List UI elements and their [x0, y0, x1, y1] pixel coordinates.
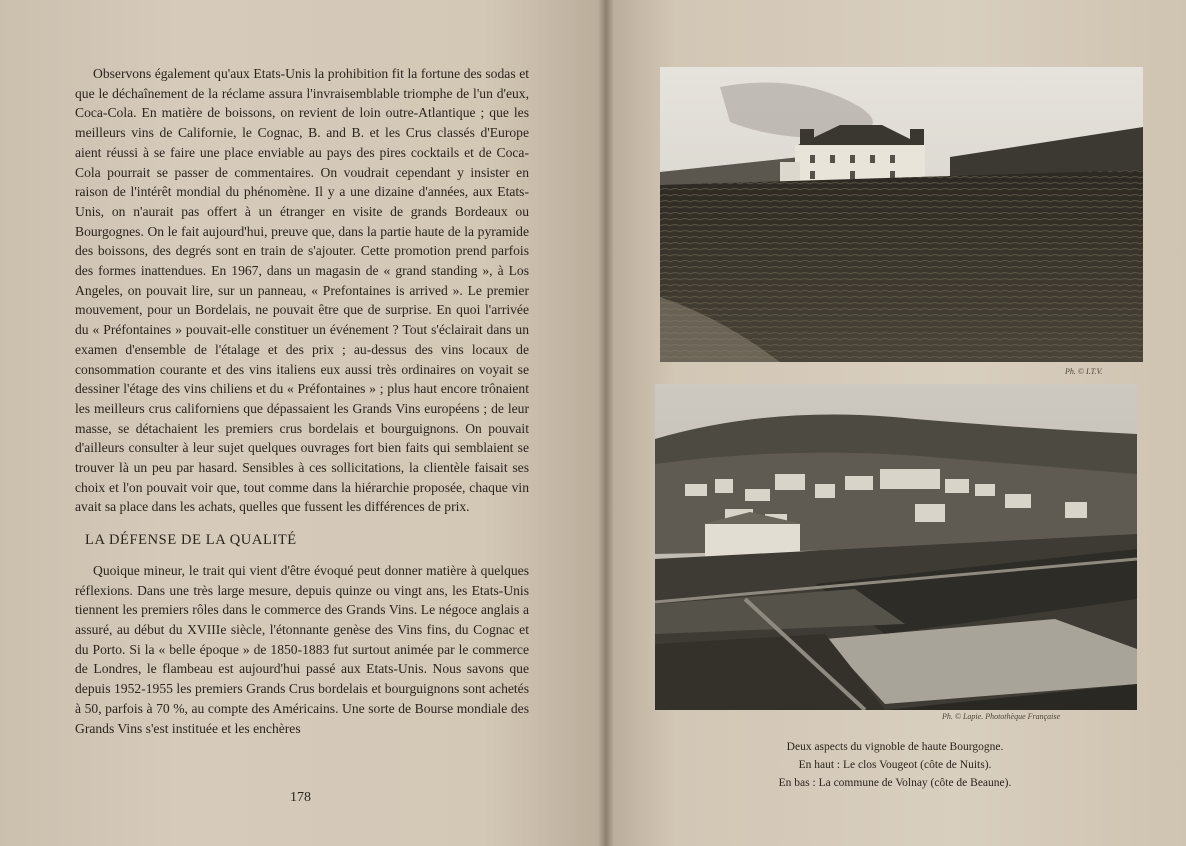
photo-top-credit: Ph. © I.T.V.: [1065, 367, 1103, 376]
photo-volnay: [655, 384, 1137, 710]
photo-clos-vougeot: [660, 67, 1143, 362]
section-heading: LA DÉFENSE DE LA QUALITÉ: [85, 532, 297, 549]
caption-line-1: Deux aspects du vignoble de haute Bourgogne.: [786, 741, 1004, 753]
page-number: 178: [290, 790, 311, 805]
book-gutter: [598, 0, 614, 846]
photo-bottom-credit: Ph. © Lapie. Photothèque Française: [942, 712, 1061, 721]
photo-caption: [730, 738, 1060, 792]
left-text-block: [75, 64, 529, 738]
caption-line-2: En haut : Le clos Vougeot (côte de Nuits).: [798, 759, 992, 771]
paragraph-1: Observons également qu'aux Etats-Unis la prohibition fit la fortune des sodas et que le déchaînement de la réclame assura l'invraisemblable triomphe de l'un d'eux, Coca-Cola. En matière de boissons, on revient de loin outre-Atlantique ; que les meilleurs vins de Californie, le Cognac, B. and B. et les Crus classés d'Europe aient réussi à se faire une place enviable au pays des pires cocktails et de Coca-Cola pourrait se passer de commentaires. On voudrait cependant y insister en raison de l'intérêt mondial du phénomène. Il y a une dizaine d'années, aux Etats-Unis, on n'aurait pas offert à un étranger en visite de grands Bordeaux ou Bourgognes. On le fait aujourd'hui, preuve que, dans la partie haute de la pyramide des boissons, des degrés sont en train de s'ajouter. Cette promotion prend parfois des formes inattendues. En 1967, dans un magasin de « grand standing », à Los Angeles, on pouvait lire, sur un panneau, « Prefontaines is arrived ». Le premier mouvement, pour un Bordelais, ne pouvait être que de surprise. En quoi l'arrivée du « Préfontaines » pouvait-elle constituer un événement ? Tout s'éclairait dans un examen d'ensemble de l'étalage et des prix ; au-dessus des vins locaux de consommation courante et des vins italiens eux aussi très ordinaires on voyait se dessiner l'étage des vins chiliens et du « Préfontaines » ; plus haut encore trônaient les meilleurs crus californiens que dépassaient les Grands Vins européens ; de leur masse, se détachaient les premiers crus bordelais et bourguignons. On pouvait d'ailleurs consulter à leur sujet quelques ouvrages fort bien faits qui semblaient se trouver là un peu par hasard. Sensibles à ces sollicitations, la clientèle faisait ses choix et l'on pouvait voir que, tout comme dans la hiérarchie proposée, chaque vin avait sa place dans les achats, quelles que fussent les différences de prix.: [75, 66, 529, 515]
caption-line-3: En bas : La commune de Volnay (côte de Beaune).: [778, 777, 1012, 789]
paragraph-2: Quoique mineur, le trait qui vient d'être évoqué peut donner matière à quelques réflexions. Dans une très large mesure, depuis quinze ou vingt ans, les Etats-Unis tiennent les premiers rôles dans le commerce des Grands Vins. Le négoce anglais a assuré, au début du XVIIIe siècle, l'étonnante genèse des Vins fins, du Cognac et du Porto. Si la « belle époque » de 1850-1883 fut surtout animée par le commerce de Londres, le flambeau est aujourd'hui passé aux Etats-Unis. Nous savons que depuis 1952-1955 les premiers Grands Crus bordelais et bourguignons sont achetés à 50, parfois à 70 %, au compte des Américains. Une sorte de Bourse mondiale des Grands Vins s'est instituée et les enchères: [75, 562, 529, 736]
